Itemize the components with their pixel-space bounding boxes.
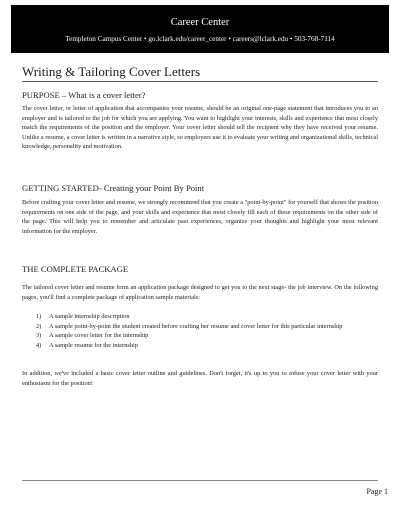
header-title: Career Center xyxy=(170,17,230,28)
purpose-heading: PURPOSE – What is a cover letter? xyxy=(22,90,146,100)
header-contact: Templeton Campus Center • go.lclark.edu/career_center • careers@lclark.edu • 503-768-7114 xyxy=(65,35,335,43)
closing-paragraph: In addition, we've included a basic cover letter outline and guidelines. Don't forget, it's up to you to infuse your cover letter with your enthusiasm for the position! xyxy=(22,370,378,387)
list-item-text: A sample resume for the internship xyxy=(49,341,138,349)
list-item-text: A sample cover letter for the internship xyxy=(49,332,149,340)
list-item-text: A sample point-by-point the student created before crafting her resume and cover letter for this particular internship xyxy=(49,322,343,330)
complete-package-paragraph: The tailored cover letter and resume form an application package designed to get you to the next stage- the job interview. On the following pages, you'll find a complete package of application sample materials: xyxy=(22,284,378,301)
list-item-number: 3) xyxy=(36,332,42,340)
complete-package-heading: THE COMPLETE PACKAGE xyxy=(22,264,129,274)
list-item-number: 1) xyxy=(36,313,42,320)
list-item xyxy=(36,331,366,341)
getting-started-heading: GETTING STARTED- Creating your Point By Point xyxy=(22,183,205,193)
purpose-paragraph: The cover letter, or letter of application that accompanies your resume, should be an original one-page statement that introduces you to an employer and is tailored to the job for which you are applying. You want to highlight your interests, skills and experience that most closely match the requirements of the position and the employer. Your cover letter should tell the recipient why they have received your resume. Unlike a resume, a cover letter is written in a narrative style, so employers use it to evaluate your writing and organizational skills, technical knowledge, personality and motivation. xyxy=(22,105,378,151)
footer-divider xyxy=(22,480,378,481)
list-item-number: 4) xyxy=(36,341,42,349)
list-item-text: A sample internship description xyxy=(49,313,130,320)
list-item xyxy=(36,312,366,322)
title-divider xyxy=(22,81,378,82)
list-item xyxy=(36,341,366,351)
sample-materials-list xyxy=(36,312,366,350)
page-number: Page 1 xyxy=(366,487,388,496)
getting-started-paragraph: Before crafting your cover letter and resume, we strongly recommend that you create a "point-by-point" for yourself that shows the position requirements on one side of the page, and your skills and experience that most closely fill each of these requirements on the other side of the page. This will help you to remember and articulate past experiences, organize your thoughts and highlight your most relevant information for the employer. xyxy=(22,199,378,235)
header-banner xyxy=(11,5,389,53)
list-item xyxy=(36,322,366,332)
list-item-number: 2) xyxy=(36,322,42,330)
document-title: Writing & Tailoring Cover Letters xyxy=(22,64,201,79)
